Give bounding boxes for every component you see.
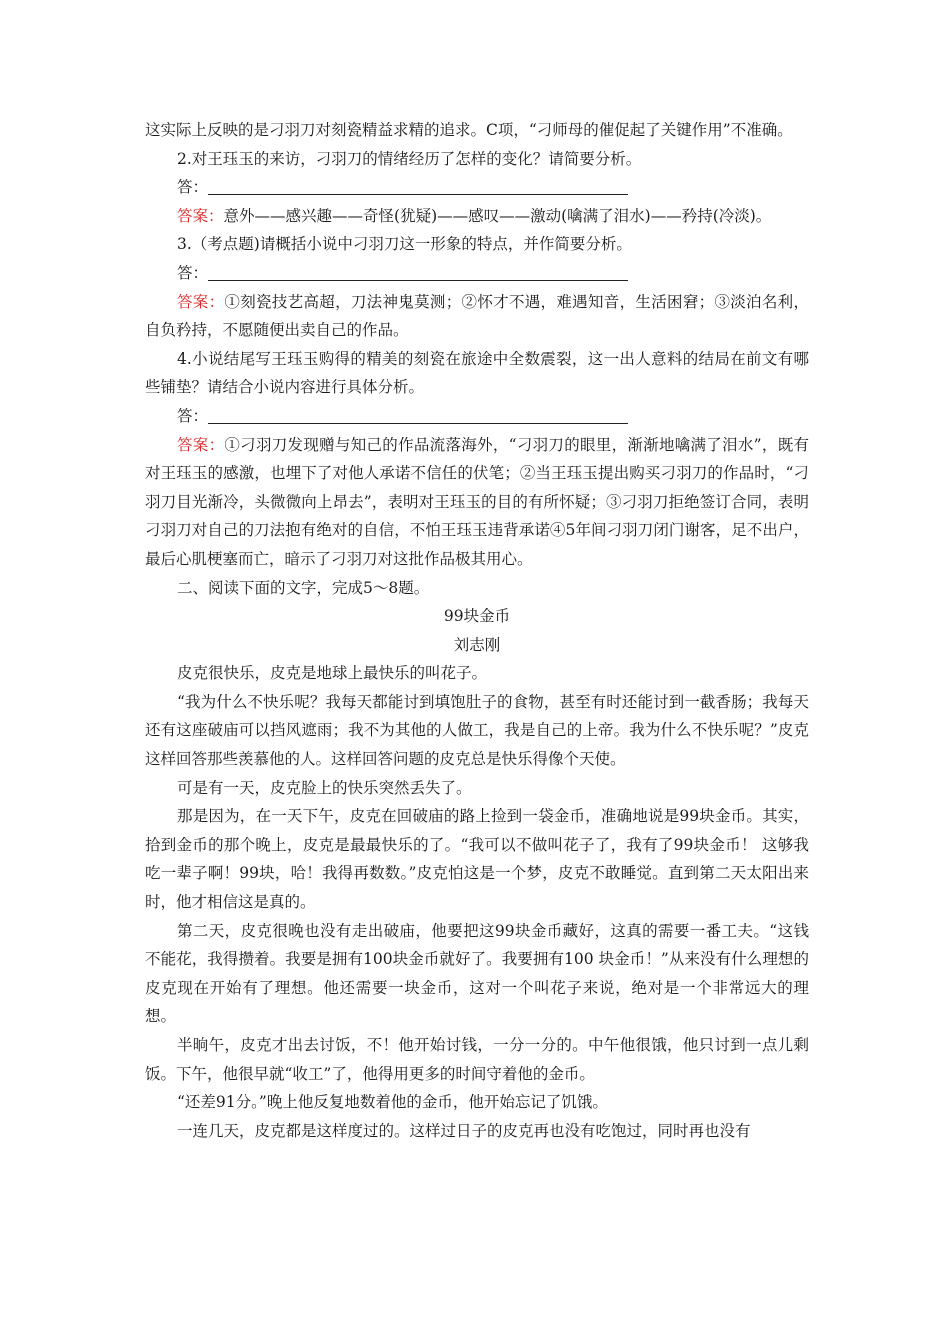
answer-underline [208,262,628,281]
story-paragraph: 第二天，皮克很晚也没有走出破庙，他要把这99块金币藏好，这真的需要一番工夫。“这钱不能花，我得攒着。我要是拥有100块金币就好了。我要拥有100 块金币！”从来没有什么理想的皮克现在开始有了理想。他还需要一块金币，这对一个叫花子来说，绝对是一个非常远大的理想。 [145,921,809,1026]
answer-text: ①刻瓷技艺高超，刀法神鬼莫测；②怀才不遇，难遇知音，生活困窘；③淡泊名利，自负矜持，不愿随便出卖自己的作品。 [145,292,809,340]
answer-label: 答案： [177,292,225,311]
question-2-answer-blank [145,173,809,202]
document-page [145,116,809,1145]
story-author: 刘志刚 [453,635,501,654]
answer-prompt: 答： [177,178,209,197]
story-paragraph: 半晌午，皮克才出去讨饭，不！他开始讨钱，一分一分的。中午他很饿，他只讨到一点儿剩饭。下午，他很早就“收工”了，他得用更多的时间守着他的金币。 [145,1036,809,1083]
question-4-answer-blank [145,402,809,431]
answer-text: ①刁羽刀发现赠与知己的作品流落海外，“刁羽刀的眼里，渐渐地噙满了泪水”，既有对王珏玉的感激，也埋下了对他人承诺不信任的伏笔；②当王珏玉提出购买刁羽刀的作品时，“刁羽刀目光渐冷，头微微向上昂去”，表明对王珏玉的目的有所怀疑；③刁羽刀拒绝签订合同，表明刁羽刀对自己的刀法抱有绝对的自信，不怕王珏玉违背承诺④5年间刁羽刀闭门谢客，足不出户，最后心肌梗塞而亡，暗示了刁羽刀对这批作品极其用心。 [145,435,809,568]
story-paragraph: 可是有一天，皮克脸上的快乐突然丢失了。 [177,778,472,797]
question-4-answer [145,431,809,574]
story-paragraph: 皮克很快乐，皮克是地球上最快乐的叫花子。 [177,664,488,683]
question-3-answer [145,288,809,345]
answer-prompt: 答： [177,263,209,282]
answer-text: 意外——感兴趣——奇怪(犹疑)——感叹——激动(噙满了泪水)——矜持(冷淡)。 [223,206,772,225]
question-4-prompt: 4.小说结尾写王珏玉购得的精美的刻瓷在旅途中全数震裂，这一出人意料的结局在前文有哪些铺垫？请结合小说内容进行具体分析。 [145,349,809,397]
answer-underline [208,405,628,424]
intro-paragraph: 这实际上反映的是刁羽刀对刻瓷精益求精的追求。C项，“刁师母的催促起了关键作用”不准确。 [145,121,793,139]
question-3-prompt: 3.（考点题)请概括小说中刁羽刀这一形象的特点，并作简要分析。 [177,235,632,254]
story-paragraph: “还差91分。”晚上他反复地数着他的金币，他开始忘记了饥饿。 [177,1093,608,1112]
story-paragraph: “我为什么不快乐呢？我每天都能讨到填饱肚子的食物，甚至有时还能讨到一截香肠；我每天还有这座破庙可以挡风遮雨；我不为其他的人做工，我是自己的上帝。我为什么不快乐呢？”皮克这样回答那些羡慕他的人。这样回答问题的皮克总是快乐得像个天使。 [145,692,809,769]
answer-label: 答案： [177,435,225,454]
story-title: 99块金币 [443,607,511,626]
question-3-answer-blank [145,259,809,288]
answer-prompt: 答： [177,406,209,425]
answer-label: 答案： [177,206,224,225]
story-paragraph: 一连几天，皮克都是这样度过的。这样过日子的皮克再也没有吃饱过，同时再也没有 [177,1121,751,1140]
answer-underline [208,176,628,195]
question-2-answer [145,202,809,231]
story-paragraph: 那是因为，在一天下午，皮克在回破庙的路上捡到一袋金币，准确地说是99块金币。其实，拾到金币的那个晚上，皮克是最最快乐的了。“我可以不做叫花子了，我有了99块金币！ 这够我吃一辈子啊！99块，哈！我得再数数。”皮克怕这是一个梦，皮克不敢睡觉。直到第二天太阳出来时，他才相信这是真的。 [145,807,809,912]
section-2-heading: 二、阅读下面的文字，完成5～8题。 [177,578,430,597]
question-2-prompt: 2.对王珏玉的来访，刁羽刀的情绪经历了怎样的变化？请简要分析。 [177,149,642,168]
